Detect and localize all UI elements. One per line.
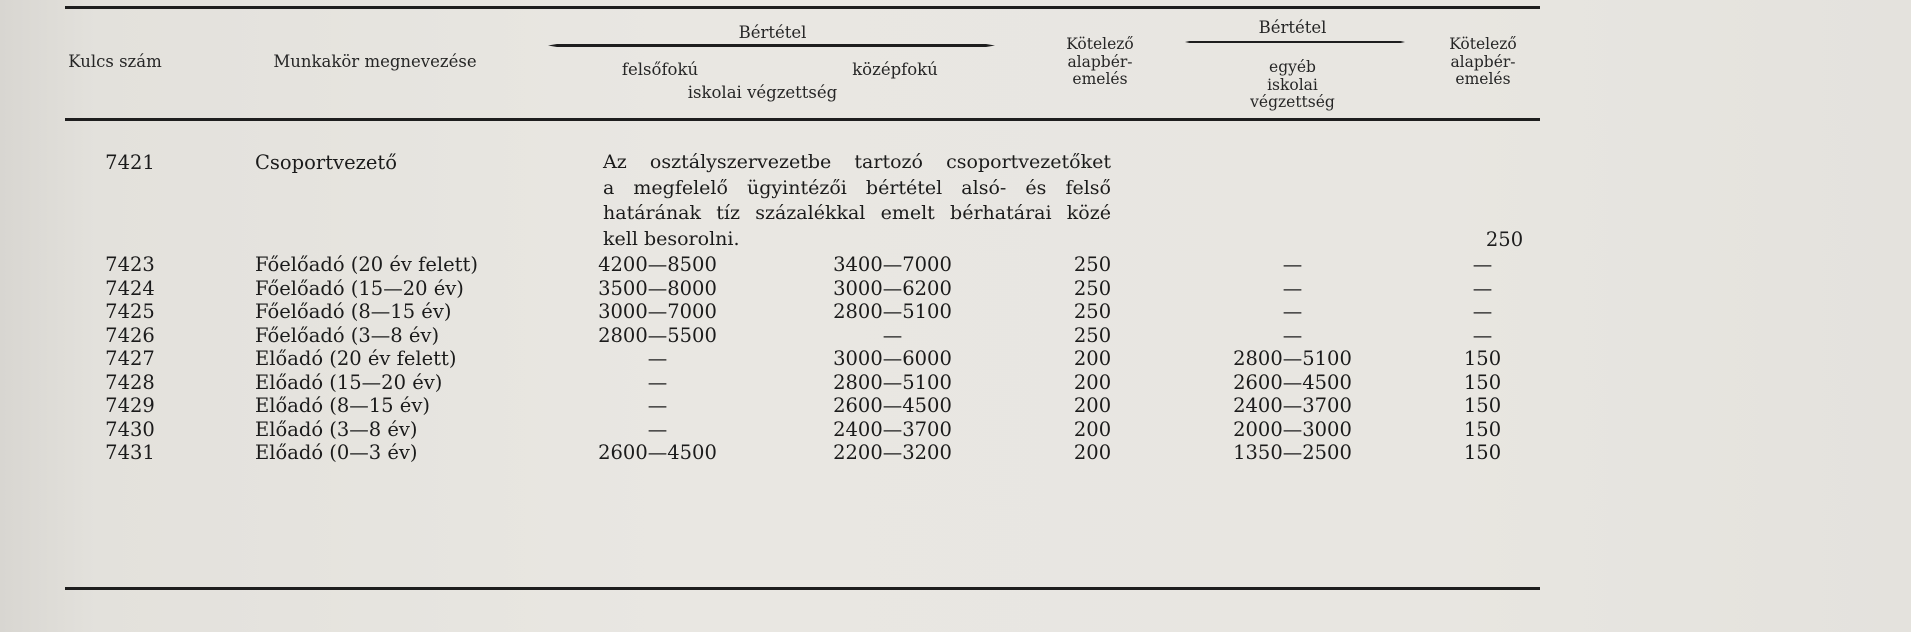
note-line: a megfelelő ügyintézői bértétel alsó- és felső [603,176,1111,199]
cell-key: 7428 [105,370,155,394]
cell-higher-education: — [647,417,668,441]
cell-other-education: 2000—3000 [1233,417,1352,441]
cell-other-education: 2600—4500 [1233,370,1352,394]
cell-key: 7423 [105,253,155,276]
cell-key: 7427 [105,347,155,370]
header-secondary-education: középfokú [852,60,938,79]
table-bottom-rule [65,587,1540,590]
cell-secondary-education: 2800—5100 [833,370,952,394]
cell-key: 7430 [105,417,155,441]
header-raise-line: emelés [1072,70,1128,88]
cell-raise-2: 150 [1463,370,1502,394]
cell-raise-1: 200 [1073,394,1112,417]
table-row [0,324,1911,348]
header-other-education-line: egyéb [1269,58,1316,76]
cell-higher-education: 3000—7000 [598,300,717,323]
cell-key: 7431 [105,441,155,464]
cell-raise-1: 250 [1073,300,1112,323]
cell-other-education: 2400—3700 [1233,394,1352,417]
header-raise-line: emelés [1455,70,1511,88]
cell-key: 7426 [105,323,155,347]
cell-other-education: 1350—2500 [1233,441,1352,464]
header-bottom-rule [65,118,1540,121]
cell-secondary-education: 3000—6000 [833,347,952,370]
table-row [0,347,1911,371]
cell-raise-1: 200 [1073,417,1112,441]
note-line: határának tíz százalékkal emelt bérhatárai közé [603,202,1111,225]
cell-key: 7429 [105,394,155,417]
note-line: kell besorolni. [603,228,740,251]
cell-secondary-education: 2800—5100 [833,300,952,323]
cell-raise-2: — [1472,276,1493,300]
cell-job-title: Főelőadó (15—20 év) [255,276,464,300]
cell-raise-1: 250 [1073,253,1112,276]
cell-key: 7424 [105,276,155,300]
cell-higher-education: — [647,347,668,370]
note-line: Az osztályszervezetbe tartozó csoportvezetőket [603,151,1111,173]
header-raise-line: alapbér- [1067,52,1133,71]
header-education-subtitle: iskolai végzettség [687,83,838,102]
cell-job-title: Előadó (3—8 év) [255,417,418,441]
header-job-label: Munkakör megnevezése [273,52,477,71]
cell-other-education: — [1282,276,1303,300]
header-other-education-line: iskolai [1267,75,1318,94]
header-salary-title-1: Bértétel [738,23,807,42]
header-raise-label-1 [1050,36,1150,89]
cell-other-education: — [1282,323,1303,347]
header-raise-line: alapbér- [1450,52,1516,71]
cell-raise-2: 150 [1463,394,1502,417]
cell-other-education: — [1282,300,1303,323]
table-row [0,418,1911,442]
cell-raise-1: 250 [1073,276,1112,300]
table-row [0,253,1911,277]
cell-raise-2: — [1472,300,1493,323]
table-row [0,441,1911,465]
cell-job-title: Előadó (15—20 év) [255,370,443,394]
cell-raise-2: 150 [1463,417,1502,441]
cell-job-title: Főelőadó (8—15 év) [255,300,452,323]
salary-group-1-rule [548,44,995,47]
cell-secondary-education: — [882,323,903,347]
cell-raise-1: 200 [1073,347,1112,370]
header-key-label: Kulcs szám [68,52,162,71]
salary-group-2-rule [1185,41,1405,43]
table-body [0,253,1911,465]
cell-higher-education: 2800—5500 [598,323,717,347]
cell-secondary-education: 3000—6200 [833,276,952,300]
cell-job-title: Csoportvezető [255,151,397,174]
header-raise-label-2 [1433,36,1533,89]
header-other-education-line: végzettség [1250,93,1335,111]
cell-higher-education: — [647,394,668,417]
cell-raise-2: 150 [1463,347,1502,370]
table-row [0,300,1911,324]
cell-raise-1: 200 [1073,441,1112,464]
cell-job-title: Előadó (20 év felett) [255,347,457,370]
cell-job-title: Főelőadó (20 év felett) [255,253,478,276]
header-higher-education: felsőfokú [621,60,699,79]
cell-job-title: Főelőadó (3—8 év) [255,323,440,347]
top-rule [65,6,1540,9]
cell-other-education: — [1282,253,1303,276]
cell-raise-2: — [1472,323,1493,347]
cell-higher-education: 4200—8500 [598,253,717,276]
cell-key: 7425 [105,300,155,323]
cell-raise-2: 250 [1485,228,1524,251]
cell-raise-1: 250 [1073,323,1112,347]
table-row [0,371,1911,395]
table-row [0,394,1911,418]
cell-job-title: Előadó (8—15 év) [255,394,430,417]
header-raise-line: Kötelező [1449,35,1517,53]
cell-secondary-education: 2200—3200 [833,441,952,464]
group-leader-note [603,150,1111,253]
cell-raise-2: — [1472,253,1493,276]
cell-higher-education: 2600—4500 [598,441,717,464]
header-raise-line: Kötelező [1066,35,1134,53]
cell-higher-education: — [647,370,668,394]
header-other-education [1230,59,1355,112]
header-salary-title-2: Bértétel [1258,18,1327,37]
cell-other-education: 2800—5100 [1233,347,1352,370]
cell-key: 7421 [105,151,155,174]
cell-higher-education: 3500—8000 [598,276,717,300]
cell-raise-1: 200 [1073,370,1112,394]
cell-secondary-education: 2400—3700 [833,417,952,441]
table-row [0,277,1911,301]
cell-job-title: Előadó (0—3 év) [255,441,418,464]
cell-raise-2: 150 [1463,441,1502,464]
cell-secondary-education: 3400—7000 [833,253,952,276]
cell-secondary-education: 2600—4500 [833,394,952,417]
